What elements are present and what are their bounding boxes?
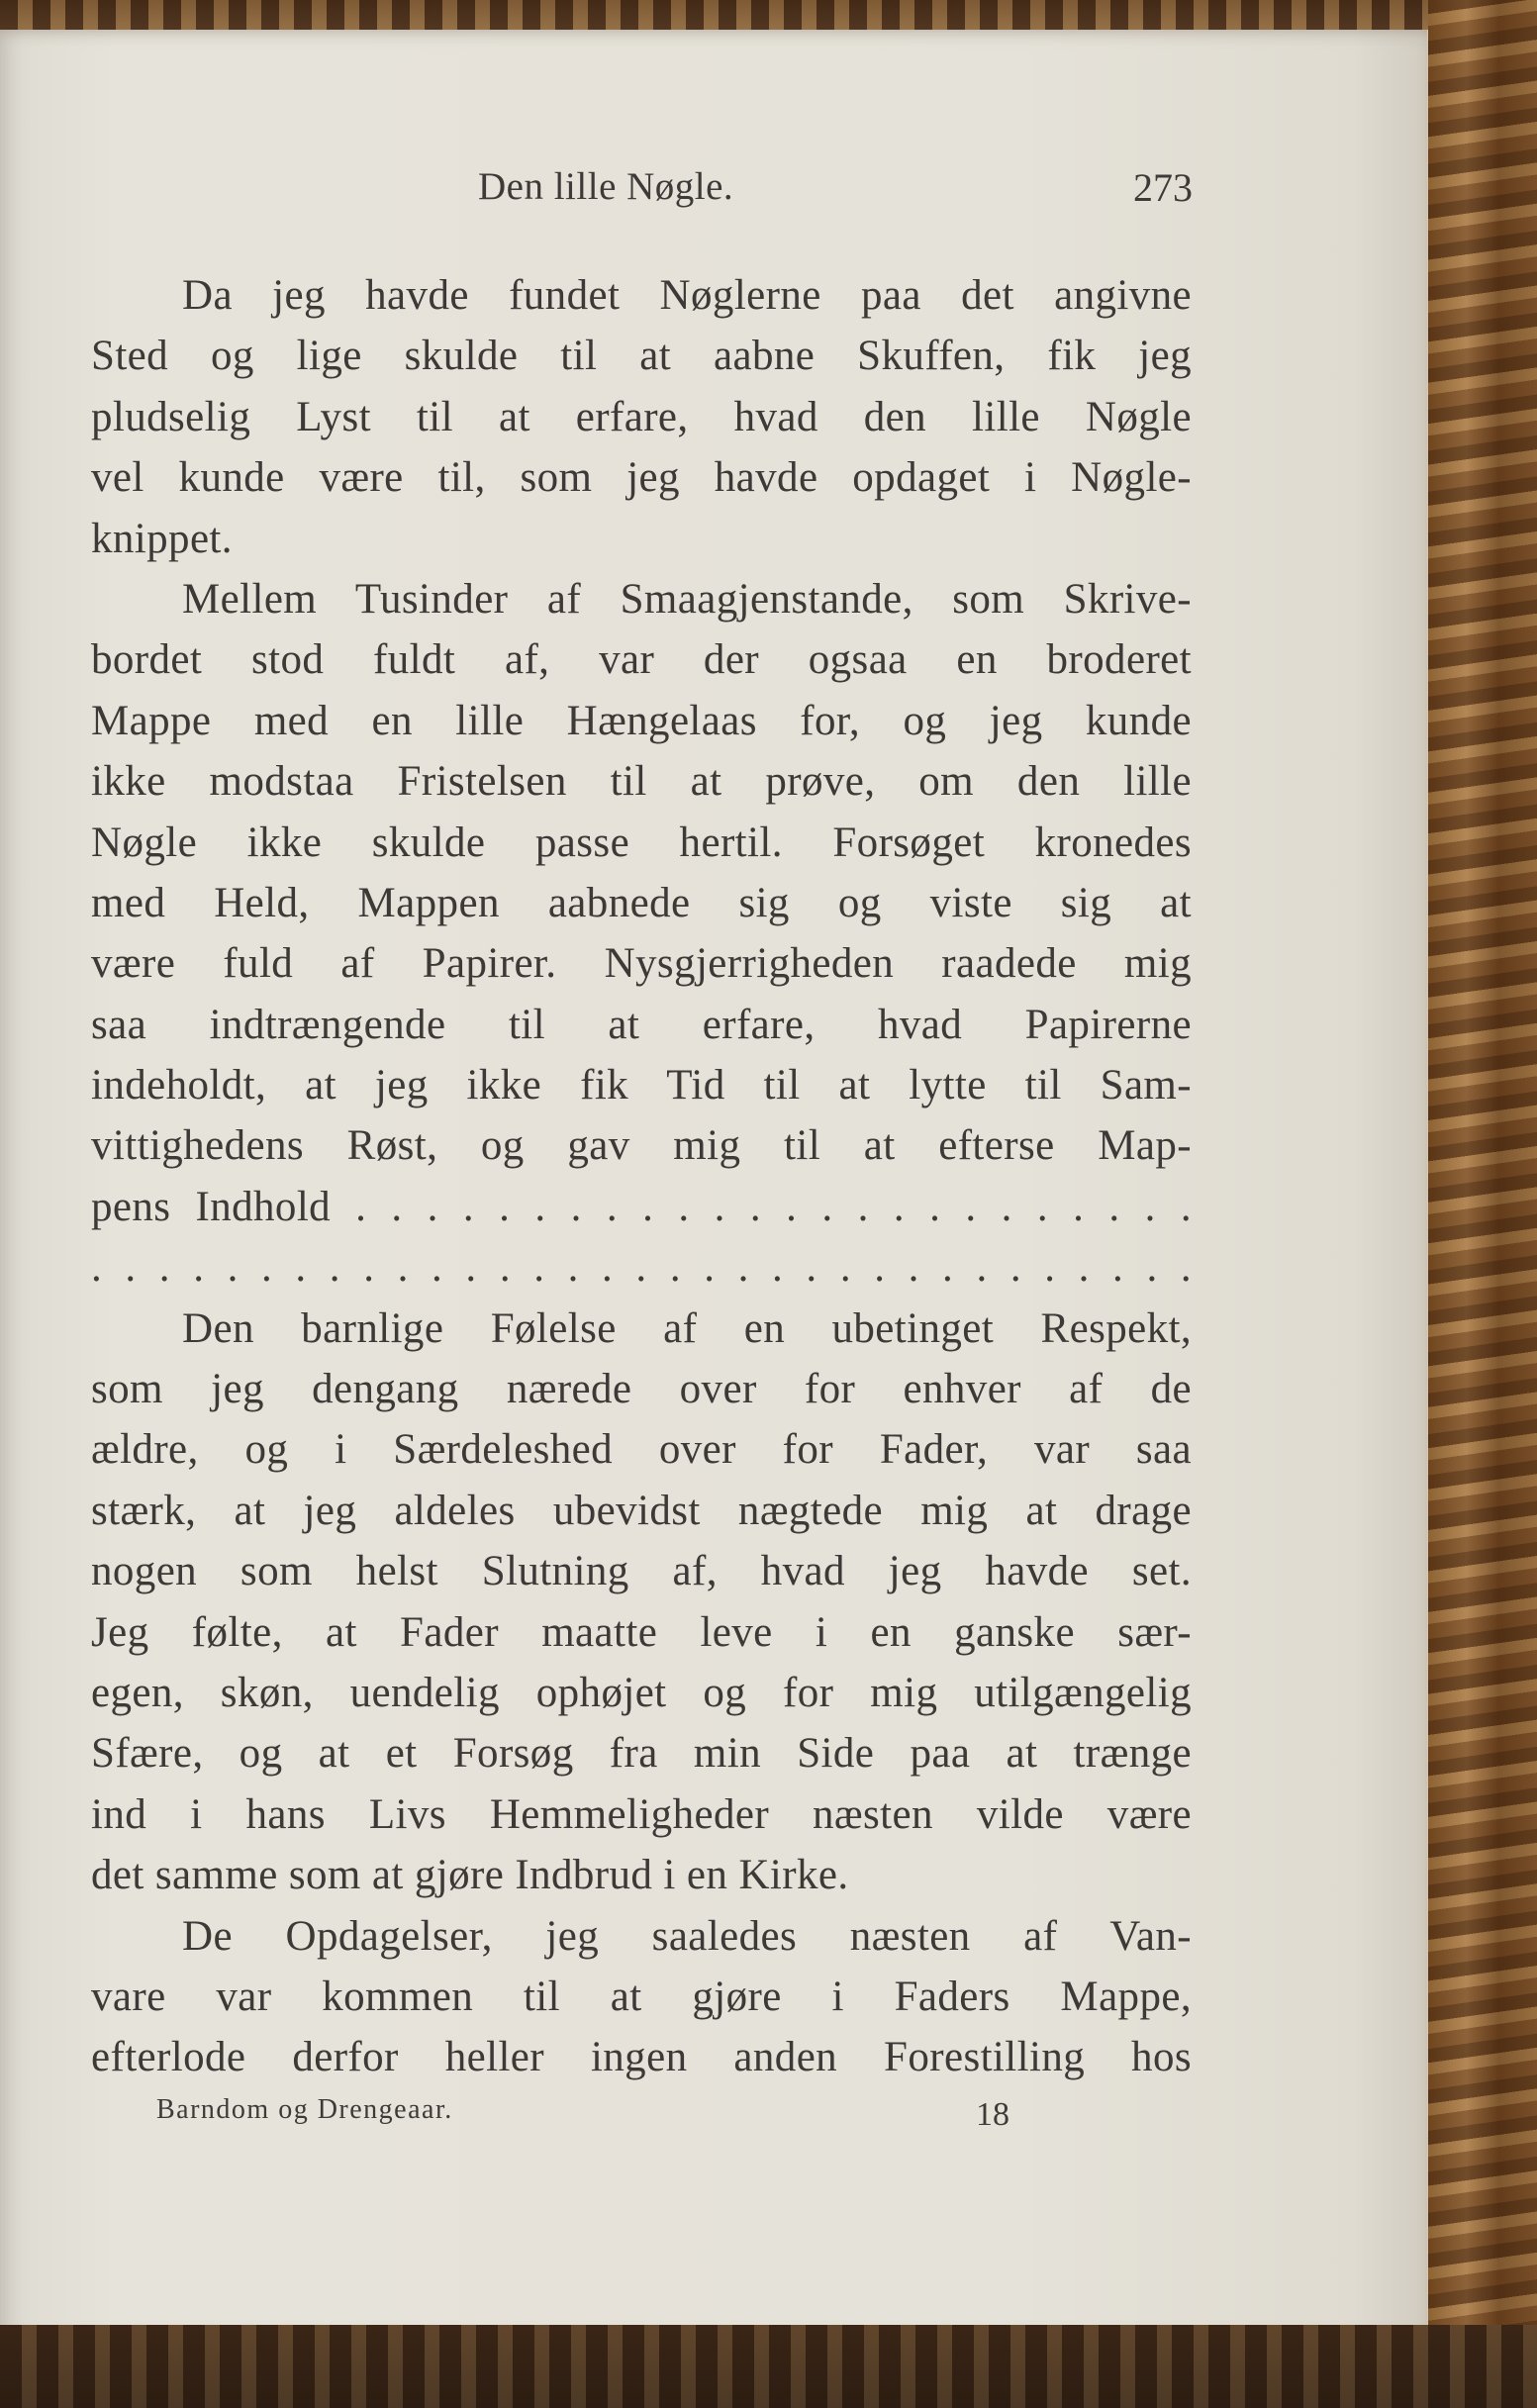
text-line: Nøgle ikke skulde passe hertil. Forsøget kronedes [91,819,1192,866]
text-line: De Opdagelser, jeg saaledes næsten af Van- [182,1912,1192,1960]
text-line: med Held, Mappen aabnede sig og viste sig at [91,879,1192,926]
text-line: ældre, og i Særdeleshed over for Fader, var saa [91,1426,1192,1474]
signature-mark: Barndom og Drengeaar. [156,2094,453,2125]
text-line: . . . . . . . . . . . . . . . . . . . . . . . . . . . . . . . . . [91,1244,1192,1292]
text-line: Mellem Tusinder af Smaagjenstande, som Skrive- [182,575,1192,623]
body-text [91,265,1192,2088]
text-line: Jeg følte, at Fader maatte leve i en ganske sær- [91,1608,1192,1656]
book-cover-top-edge [0,0,1537,34]
text-line: nogen som helst Slutning af, hvad jeg havde set. [91,1548,1192,1595]
text-line: efterlode derfor heller ingen anden Forestilling hos [91,2034,1192,2081]
text-line: saa indtrængende til at erfare, hvad Papirerne [91,1001,1192,1048]
page-header [89,164,1193,224]
page-footer [156,2086,1027,2136]
text-line: Sted og lige skulde til at aabne Skuffen, fik jeg [91,333,1192,380]
text-line: bordet stod fuldt af, var der ogsaa en broderet [91,636,1192,684]
text-line: pludselig Lyst til at erfare, hvad den lille Nøgle [91,393,1192,440]
text-line: Mappe med en lille Hængelaas for, og jeg kunde [91,697,1192,744]
text-line: ind i hans Livs Hemmeligheder næsten vilde være [91,1790,1192,1838]
text-line: egen, skøn, uendelig ophøjet og for mig utilgængelig [91,1669,1192,1716]
book-cover-bottom-edge [0,2325,1537,2408]
text-line: ikke modstaa Fristelsen til at prøve, om den lille [91,758,1192,806]
text-line: vittighedens Røst, og gav mig til at efterse Map- [91,1122,1192,1170]
running-title: Den lille Nøgle. [478,165,734,208]
text-line: Sfære, og at et Forsøg fra min Side paa at trænge [91,1730,1192,1778]
text-line: vel kunde være til, som jeg havde opdaget i Nøgle- [91,454,1192,502]
text-line: være fuld af Papirer. Nysgjerrigheden raadede mig [91,940,1192,988]
text-line: det samme som at gjøre Indbrud i en Kirke. [91,1852,849,1899]
text-line: som jeg dengang nærede over for enhver af de [91,1366,1192,1413]
sheet-number: 18 [976,2096,1009,2133]
book-cover-right-edge [1428,0,1537,2408]
text-line: knippet. [91,515,233,562]
text-line: pens Indhold . . . . . . . . . . . . . . . . . . . . . . . . [91,1183,1192,1230]
text-line: indeholdt, at jeg ikke fik Tid til at lytte til Sam- [91,1062,1192,1109]
text-line: Den barnlige Følelse af en ubetinget Respekt, [182,1304,1192,1352]
text-line: Da jeg havde fundet Nøglerne paa det angivne [182,272,1192,319]
page-number: 273 [1133,165,1193,210]
text-line: stærk, at jeg aldeles ubevidst nægtede mig at drage [91,1487,1192,1534]
text-line: vare var kommen til at gjøre i Faders Mappe, [91,1973,1192,2020]
